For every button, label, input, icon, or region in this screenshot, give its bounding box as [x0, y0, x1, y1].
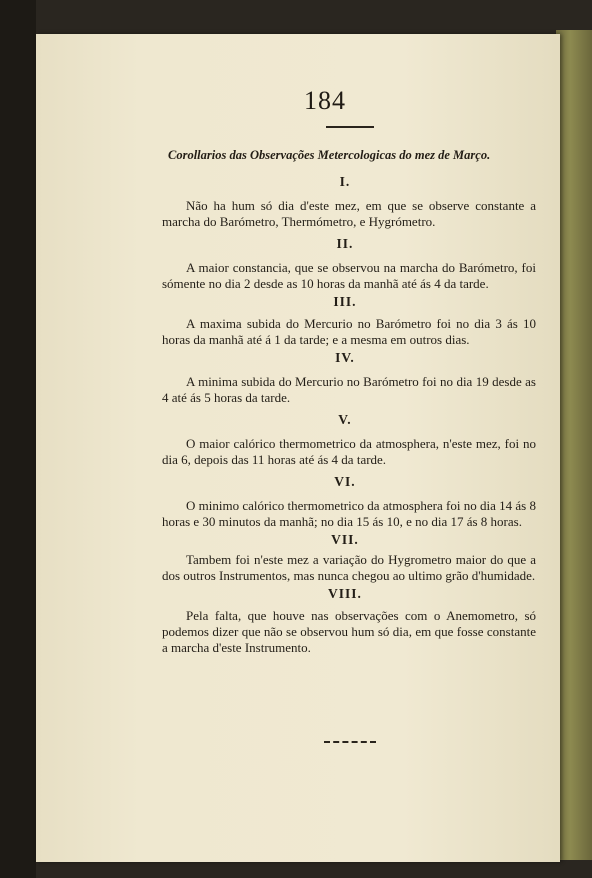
section-text: Tambem foi n'este mez a variação do Hygrometro maior do que a dos outros Instrumentos, mas nunca chegou ao ultimo grão d'humidade. — [162, 552, 536, 583]
section-numeral: III. — [333, 294, 357, 309]
section-8 — [162, 584, 536, 656]
page-number: 184 — [304, 86, 346, 115]
section-numeral: II. — [336, 236, 354, 251]
section-numeral: I. — [339, 174, 351, 189]
corollaries-body — [162, 172, 536, 656]
section-numeral: VII. — [331, 532, 359, 547]
section-text: A maior constancia, que se observou na marcha do Barómetro, foi sómente no dia 2 desde as 10 horas da manhã até ás 4 da tarde. — [162, 260, 536, 291]
bottom-rule — [324, 741, 376, 744]
section-6 — [162, 472, 536, 530]
section-numeral: IV. — [335, 350, 355, 365]
section-text: A maxima subida do Mercurio no Barómetro foi no dia 3 ás 10 horas da manhã até á 1 da tarde; e a mesma em outros dias. — [162, 316, 536, 347]
section-text: Não ha hum só dia d'este mez, em que se observe constante a marcha do Barómetro, Thermómetro, e Hygrómetro. — [162, 198, 536, 229]
section-numeral: VI. — [334, 474, 356, 489]
section-4 — [162, 348, 536, 406]
section-numeral: V. — [338, 412, 352, 427]
section-text: A minima subida do Mercurio no Barómetro foi no dia 19 desde as 4 até ás 5 horas da tarde. — [162, 374, 536, 405]
section-1 — [162, 172, 536, 230]
section-numeral: VIII. — [328, 586, 362, 601]
page-title: Corollarios das Observações Metercologicas do mez de Março. — [168, 148, 491, 162]
section-3 — [162, 292, 536, 348]
top-rule — [326, 126, 374, 128]
next-page-edge — [556, 30, 592, 860]
book-page — [36, 34, 560, 862]
section-7 — [162, 530, 536, 584]
section-text: Pela falta, que houve nas observações com o Anemometro, só podemos dizer que não se observou hum só dia, em que fosse constante a marcha d'este Instrumento. — [162, 608, 536, 655]
section-5 — [162, 410, 536, 468]
section-text: O maior calórico thermometrico da atmosphera, n'este mez, foi no dia 6, depois das 11 horas até ás 4 da tarde. — [162, 436, 536, 467]
section-text: O minimo calórico thermometrico da atmosphera foi no dia 14 ás 8 horas e 30 minutos da manhã; no dia 15 ás 10, e no dia 17 ás 8 horas. — [162, 498, 536, 529]
section-2 — [162, 234, 536, 292]
background-left — [0, 0, 36, 878]
